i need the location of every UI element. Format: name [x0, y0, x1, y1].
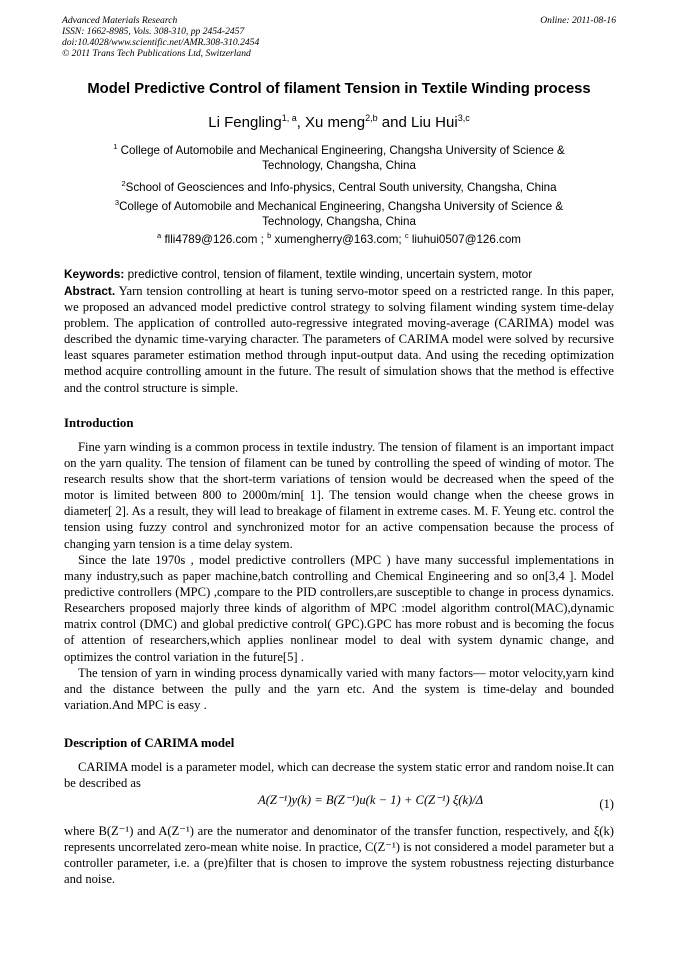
affiliation-text: College of Automobile and Mechanical Engineering, Changsha University of Science & Technology, Changsha, China — [120, 143, 565, 172]
issn-line: ISSN: 1662-8985, Vols. 308-310, pp 2454-2457 — [62, 26, 245, 37]
section-heading-carima: Description of CARIMA model — [64, 736, 235, 750]
copyright-line: © 2011 Trans Tech Publications Ltd, Switzerland — [62, 48, 251, 59]
affiliation-text: School of Geosciences and Info-physics, Central South university, Changsha, China — [125, 180, 557, 194]
equation-number: (1) — [599, 797, 614, 811]
affiliation-sup: 3 — [114, 198, 120, 207]
journal-name: Advanced Materials Research — [62, 15, 178, 26]
keywords-line — [64, 267, 532, 281]
author-name: Xu meng — [305, 114, 366, 131]
intro-paragraph-2: Since the late 1970s , model predictive controllers (MPC ) have many successful implementations in many industry,such as paper machine,batch controlling and Chemical Engineering and so on[3,4 ]. Model predictive controllers (MPC) ,compare to the PID controllers,are susceptible to change in process dynamics. Researchers proposed majorly three kinds of algorithm of MPC :model algorithm control(MAC),dynamic matrix control (DMC) and global predictive control( GPC).GPC has more robust and is becoming the focus of attention of researchers,which applies nonlinear model to deal with system dynamic change, and optimizes the control variation in the future[5] . — [64, 553, 614, 664]
author-affil-sup: 1, a — [281, 113, 297, 123]
author-separator: and — [377, 114, 411, 131]
author-emails — [40, 231, 638, 246]
carima-paragraph-1: CARIMA model is a parameter model, which can decrease the system static error and random noise.It can be described as — [64, 760, 614, 791]
affiliation-2 — [92, 176, 586, 195]
abstract-text: Yarn tension controlling at heart is tuning servo-motor speed on a restricted range. In this paper, we proposed an advanced model predictive control strategy to solving filament winding system time-delay problem. The application of controlled auto-regressive integrated moving-average (CARIMA) model was described the dynamic time-varying character. The parameters of CARIMA model were solved by recursive least squares parameter estimation method through input-output data. And using the receding optimization method acquire controlling amount in the future. The result of simulation shows that the method is effective and the control structure is simple. — [64, 284, 614, 395]
author-separator: , — [296, 114, 306, 131]
intro-paragraph-3: The tension of yarn in winding process dynamically varied with many factors— motor velocity,yarn kind and the distance between the pully and the yarn etc. And the system is time-delay and bounded variation.And MPC is easy . — [64, 666, 614, 713]
email-separator: ; — [257, 232, 268, 246]
author-list — [40, 113, 638, 131]
intro-paragraph-1: Fine yarn winding is a common process in textile industry. The tension of filament is an important impact on the yarn quality. The tension of filament can be tuned by controlling the speed of winding of motor. The research results show that the short-term variations of tension would be decreased when the speed of the motor is limited between 800 to 2000m/min[ 1]. The tension would change when the cheese grows in diameter[ 2]. As a result, they will lead to breakage of filament in extreme cases. M. F. Yeung etc. control the tension using fuzzy control and synchronized motor for an active compensation because the process of changing yarn tension is a time delay system. — [64, 440, 614, 551]
doi-line: doi:10.4028/www.scientific.net/AMR.308-310.2454 — [62, 37, 260, 48]
abstract-paragraph — [64, 283, 614, 396]
affiliation-3 — [92, 195, 586, 229]
paper-title: Model Predictive Control of filament Tension in Textile Winding process — [87, 81, 591, 97]
carima-paragraph-2: where B(Z⁻¹) and A(Z⁻¹) are the numerator and denominator of the transfer function, respectively, and ξ(k) represents uncorrelated zero-mean white noise. In practice, C(Z⁻¹) is not considered a model parameter but a controller parameter, i.e. a (pre)filter that is chosen to improve the system robustness rejecting disturbance and noise. — [64, 824, 614, 887]
email-address[interactable]: xumengherry@163.com — [274, 232, 399, 246]
equation-1: A(Z⁻¹)y(k) = B(Z⁻¹)u(k − 1) + C(Z⁻¹) ξ(k)/Δ — [258, 793, 484, 807]
online-date: Online: 2011-08-16 — [540, 15, 616, 26]
keywords-text: predictive control, tension of filament, textile winding, uncertain system, motor — [127, 267, 533, 281]
author-affil-sup: 2,b — [365, 113, 378, 123]
email-sup: a — [157, 231, 162, 240]
affiliation-sup: 2 — [121, 179, 126, 188]
abstract-label: Abstract. — [64, 284, 116, 298]
email-address[interactable]: liuhui0507@126.com — [411, 232, 521, 246]
affiliation-sup: 1 — [113, 142, 118, 151]
section-heading-introduction: Introduction — [64, 416, 134, 430]
email-sup: b — [267, 231, 272, 240]
author-affil-sup: 3,c — [457, 113, 470, 123]
email-address[interactable]: flli4789@126.com — [164, 232, 258, 246]
author-name: Liu Hui — [410, 114, 458, 131]
affiliation-1 — [92, 139, 586, 173]
affiliation-text: College of Automobile and Mechanical Engineering, Changsha University of Science & Technology, Changsha, China — [119, 199, 564, 228]
author-name: Li Fengling — [208, 114, 282, 131]
email-separator: ; — [398, 232, 405, 246]
keywords-label: Keywords: — [64, 267, 125, 281]
email-sup: c — [404, 231, 409, 240]
